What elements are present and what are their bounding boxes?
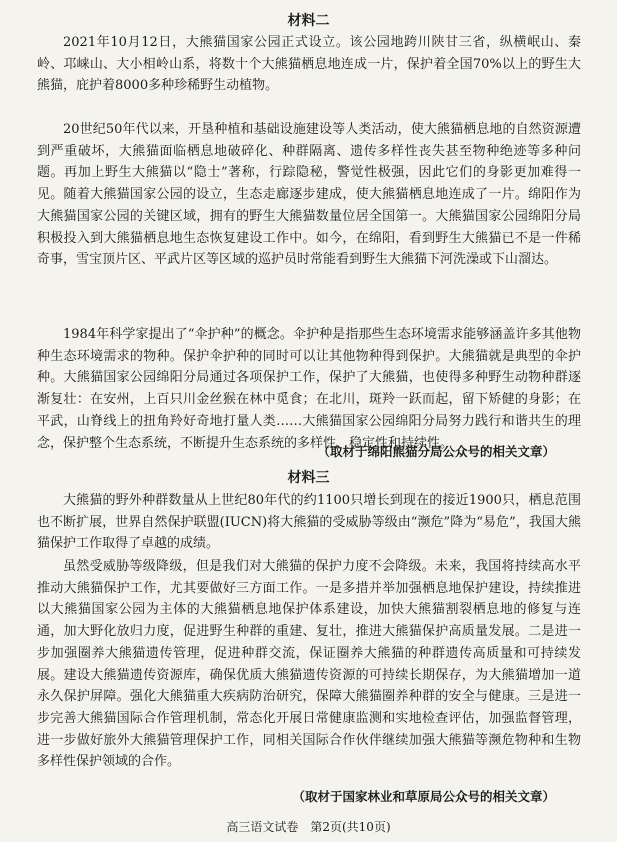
page-footer: 高三语文试卷 第2页(共10页) <box>226 820 391 834</box>
section-2-paragraph-3: 1984年科学家提出了“伞护种”的概念。伞护种是指那些生态环境需求能够涵盖许多其他物种生态环境需求的物种。保护伞护种的同时可以让其他物种得到保护。大熊猫就是典型的伞护种。大熊猫国家公园绵阳分局通过各项保护工作，保护了大熊猫，也使得多种野生动物种群逐渐复壮：在安州，上百只川金丝猴在林中觅食；在北川，斑羚一跃而起，留下矫健的身影；在平武，山脊线上的扭角羚好奇地打量人类……大熊猫国家公园绵阳分局努力践行和谐共生的理念，保护整个生态系统，不断提升生态系统的多样性、稳定性和持续性。 <box>37 327 581 451</box>
section-3-paragraph-2: 虽然受威胁等级降级，但是我们对大熊猫的保护力度不会降级。未来，我国将持续高水平推动大熊猫保护工作，尤其要做好三方面工作。一是多措并举加强栖息地保护建设，持续推进以大熊猫国家公园为主体的大熊猫栖息地保护体系建设，加快大熊猫割裂栖息地的修复与连通，加大野化放归力度，促进野生种群的重建、复壮，推进大熊猫保护高质量发展。二是进一步加强圈养大熊猫遗传管理，促进种群交流，保证圈养大熊猫的种群遗传高质量和可持续发展。建设大熊猫遗传资源库，确保优质大熊猫遗传资源的可持续长期保存，为大熊猫增加一道永久保护屏障。强化大熊猫重大疾病防治研究，保障大熊猫圈养种群的安全与健康。三是进一步完善大熊猫国际合作管理机制，常态化开展日常健康监测和实地检查评估，加强监督管理，进一步做好旅外大熊猫管理保护工作，同相关国际合作伙伴继续加强大熊猫等濒危物种和生物多样性保护领域的合作。 <box>37 559 581 770</box>
section-2-heading: 材料二 <box>287 13 330 29</box>
section-2-paragraph-1: 2021年10月12日，大熊猫国家公园正式设立。该公园地跨川陕甘三省，纵横岷山、秦岭、邛崃山、大小相岭山系，将数十个大熊猫栖息地连成一片，保护着全国70%以上的野生大熊猫，庇护着8000多种珍稀野生动植物。 <box>37 35 581 94</box>
section-2-paragraph-2: 20世纪50年代以来，开垦种植和基础设施建设等人类活动，使大熊猫栖息地的自然资源遭到严重破坏，大熊猫面临栖息地破碎化、种群隔离、遗传多样性丧失甚至物种绝迹等多种问题。再加上野生大熊猫以“隐士”著称，行踪隐秘，警觉性极强，因此它们的身影更加难得一见。随着大熊猫国家公园的设立，生态走廊逐步建成，使大熊猫栖息地连成了一片。绵阳作为大熊猫国家公园的关键区域，拥有的野生大熊猫数量位居全国第一。大熊猫国家公园绵阳分局积极投入到大熊猫栖息地生态恢复建设工作中。如今，在绵阳，看到野生大熊猫已不是一件稀奇事，雪宝顶片区、平武片区等区域的巡护员时常能看到野生大熊猫下河洗澡或下山溜达。 <box>37 122 581 268</box>
section-3-source: （取材于国家林业和草原局公众号的相关文章） <box>292 789 555 804</box>
section-2-source: （取材于绵阳熊猫分局公众号的相关文章） <box>317 444 555 459</box>
section-3-paragraph-1: 大熊猫的野外种群数量从上世纪80年代的约1100只增长到现在的接近1900只，栖息范围也不断扩展，世界自然保护联盟(IUCN)将大熊猫的受威胁等级由“濒危”降为“易危”，我国大熊猫保护工作取得了卓越的成绩。 <box>37 493 581 552</box>
section-3-heading: 材料三 <box>287 470 330 486</box>
